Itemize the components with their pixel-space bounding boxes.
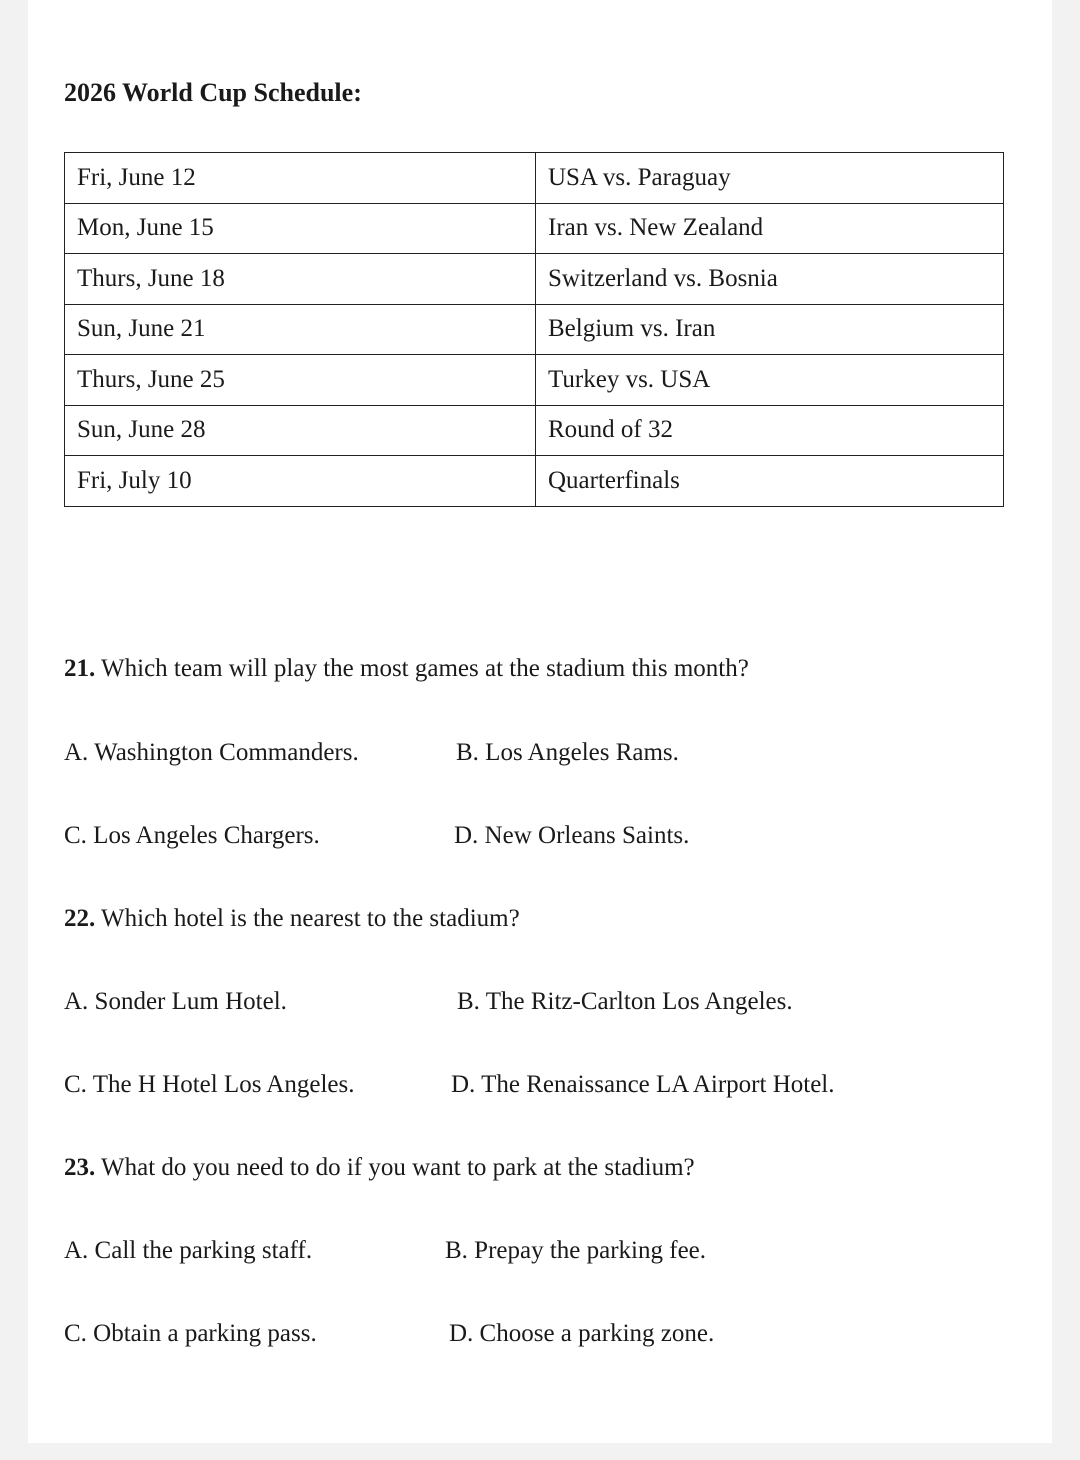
page-title-colon: : — [353, 78, 362, 107]
question-23 — [64, 1152, 695, 1184]
schedule-date: Thurs, June 25 — [65, 355, 536, 406]
question-22-option-a: A. Sonder Lum Hotel. — [64, 988, 287, 1015]
question-21-option-b: B. Los Angeles Rams. — [456, 739, 679, 766]
schedule-match: Quarterfinals — [536, 456, 1004, 507]
table-row — [65, 153, 1004, 204]
question-23-option-c: C. Obtain a parking pass. — [64, 1320, 317, 1347]
question-text: What do you need to do if you want to park at the stadium? — [95, 1154, 695, 1181]
question-21 — [64, 653, 749, 685]
schedule-match: Iran vs. New Zealand — [536, 203, 1004, 254]
table-row — [65, 456, 1004, 507]
schedule-date: Thurs, June 18 — [65, 254, 536, 305]
question-23-option-d: D. Choose a parking zone. — [449, 1320, 715, 1347]
question-21-option-c: C. Los Angeles Chargers. — [64, 822, 320, 849]
table-row — [65, 355, 1004, 406]
schedule-table — [64, 152, 1004, 507]
schedule-match: Round of 32 — [536, 405, 1004, 456]
question-21-option-a: A. Washington Commanders. — [64, 739, 359, 766]
schedule-date: Sun, June 28 — [65, 405, 536, 456]
schedule-match: Switzerland vs. Bosnia — [536, 254, 1004, 305]
schedule-date: Fri, June 12 — [65, 153, 536, 204]
page-title-text: 2026 World Cup Schedule — [64, 78, 354, 107]
schedule-date: Fri, July 10 — [65, 456, 536, 507]
question-text: Which team will play the most games at the stadium this month? — [95, 655, 749, 682]
table-row — [65, 203, 1004, 254]
question-22-option-c: C. The H Hotel Los Angeles. — [64, 1071, 355, 1098]
question-22 — [64, 903, 520, 935]
schedule-date: Mon, June 15 — [65, 203, 536, 254]
schedule-match: Turkey vs. USA — [536, 355, 1004, 406]
question-number: 21. — [64, 655, 96, 682]
question-number: 22. — [64, 905, 96, 932]
question-22-option-b: B. The Ritz-Carlton Los Angeles. — [457, 988, 793, 1015]
table-row — [65, 304, 1004, 355]
question-22-option-d: D. The Renaissance LA Airport Hotel. — [451, 1071, 835, 1098]
question-23-option-a: A. Call the parking staff. — [64, 1237, 313, 1264]
table-row — [65, 254, 1004, 305]
question-21-option-d: D. New Orleans Saints. — [454, 822, 690, 849]
schedule-match: USA vs. Paraguay — [536, 153, 1004, 204]
schedule-date: Sun, June 21 — [65, 304, 536, 355]
schedule-match: Belgium vs. Iran — [536, 304, 1004, 355]
question-number: 23. — [64, 1154, 96, 1181]
question-text: Which hotel is the nearest to the stadium? — [95, 905, 520, 932]
page-title — [64, 76, 362, 110]
question-23-option-b: B. Prepay the parking fee. — [445, 1237, 707, 1264]
table-row — [65, 405, 1004, 456]
document-page — [28, 0, 1052, 1443]
